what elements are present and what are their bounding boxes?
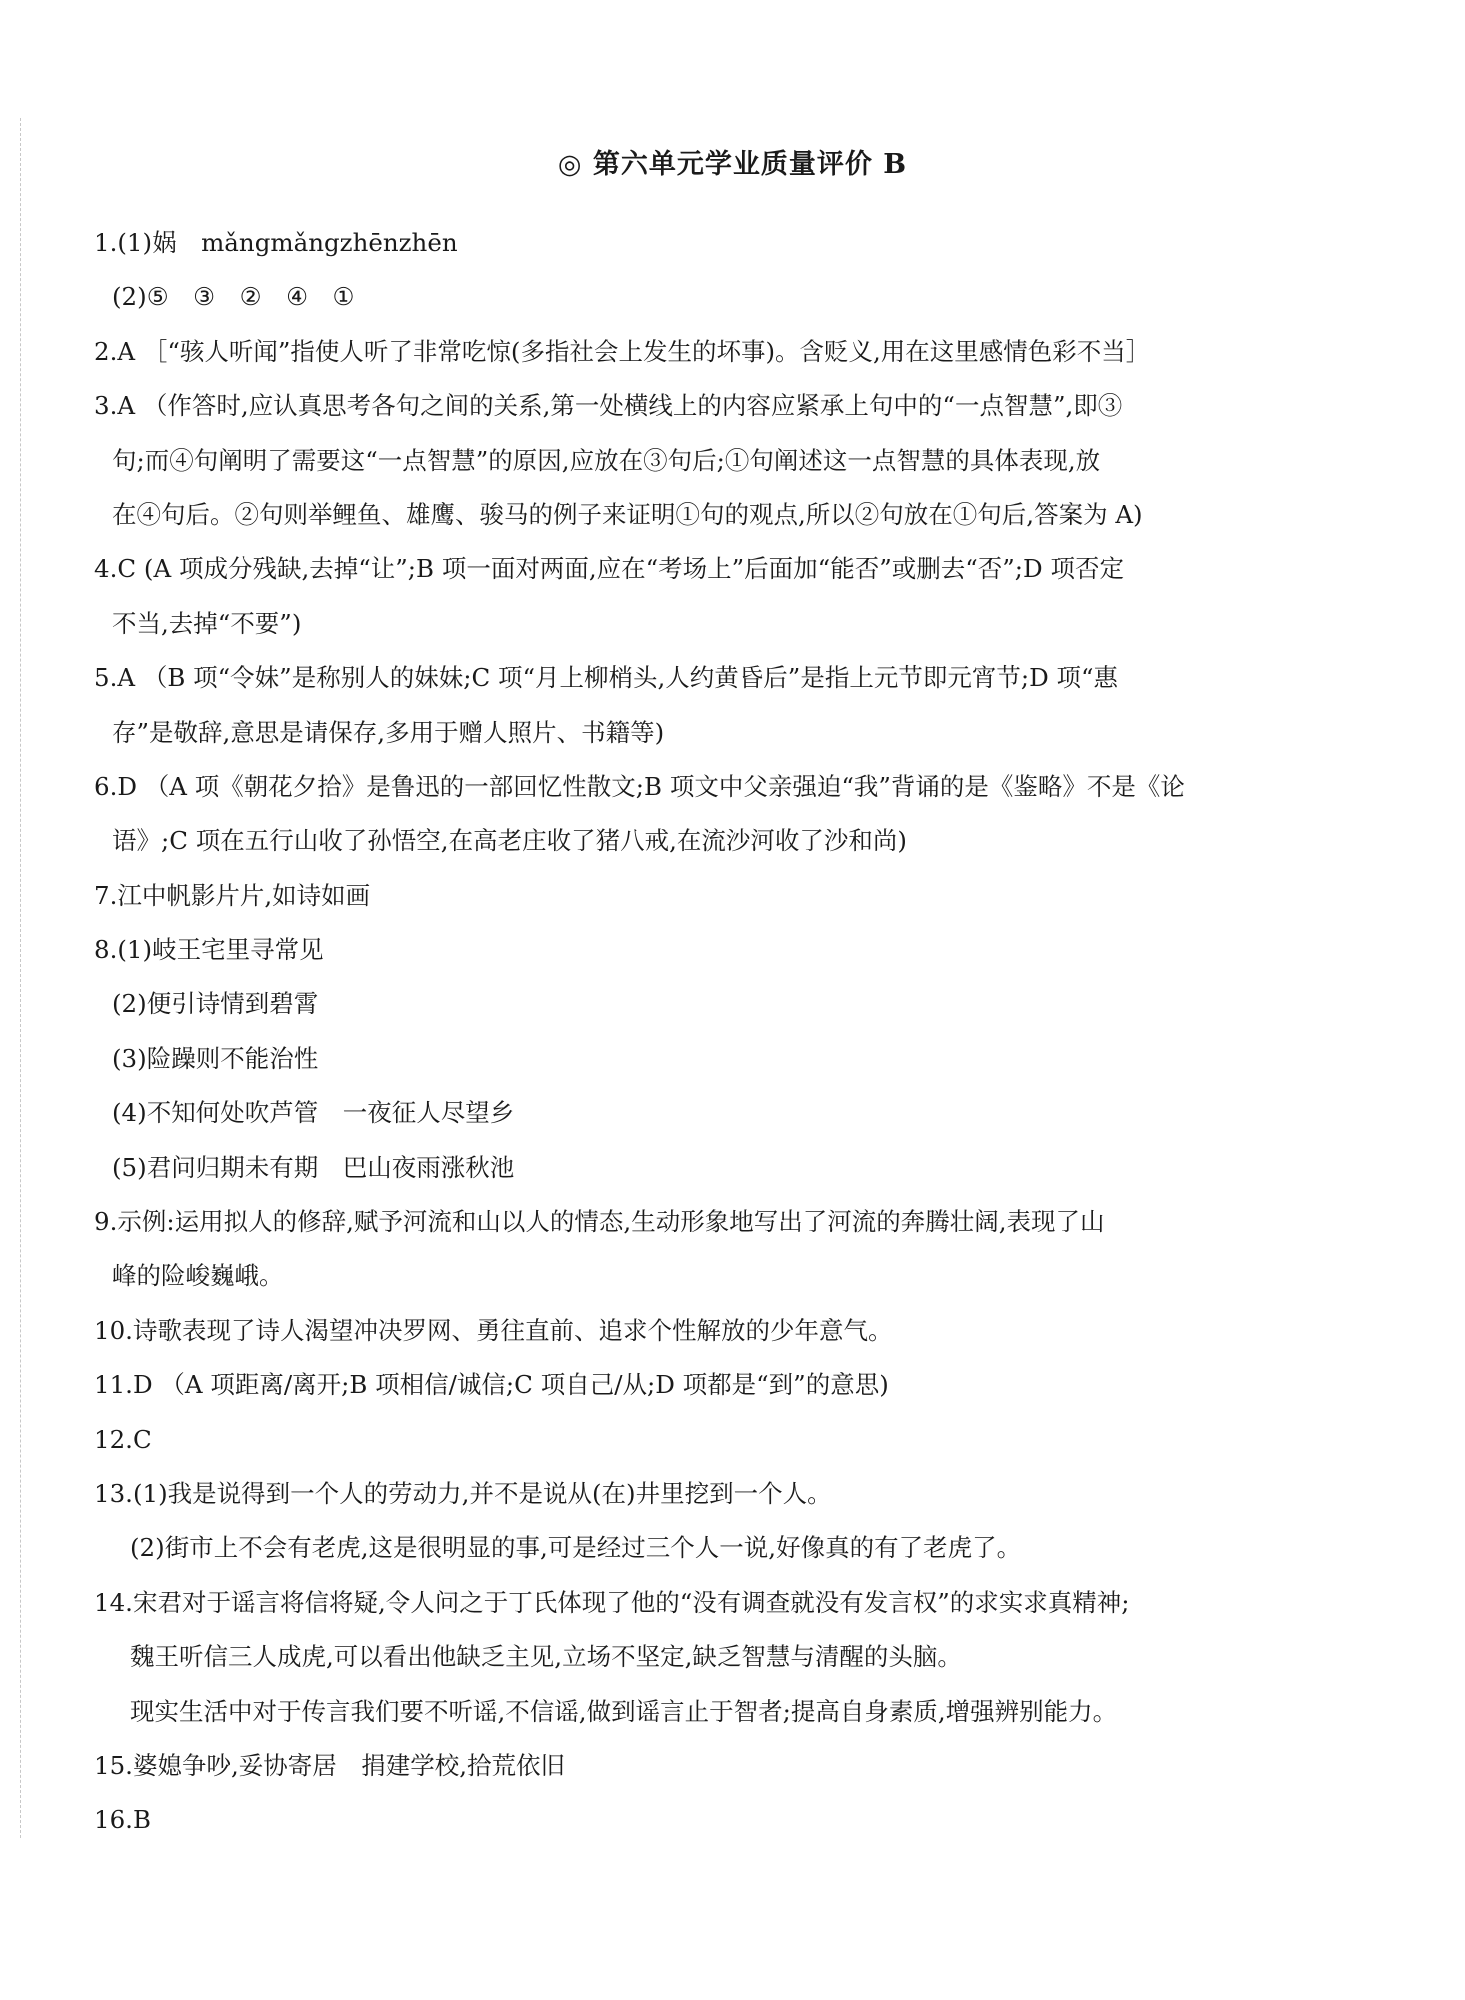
- answer-line: 句;而④句阐明了需要这“一点智慧”的原因,应放在③句后;①句阐述这一点智慧的具体表现,放: [112, 445, 1101, 475]
- answer-line: (3)险躁则不能治性: [112, 1043, 319, 1073]
- page-title: ◎ 第六单元学业质量评价 B: [557, 149, 908, 180]
- binding-margin-rule: [20, 118, 21, 1838]
- answer-line: 语》;C 项在五行山收了孙悟空,在高老庄收了猪八戒,在流沙河收了沙和尚): [112, 826, 907, 856]
- answer-line: 在④句后。②句则举鲤鱼、雄鹰、骏马的例子来证明①句的观点,所以②句放在①句后,答案为 A): [112, 499, 1143, 529]
- answer-line: 5.A （B 项“令妹”是称别人的妹妹;C 项“月上柳梢头,人约黄昏后”是指上元节即元宵节;D 项“惠: [94, 663, 1119, 693]
- answer-line: 4.C (A 项成分残缺,去掉“让”;B 项一面对两面,应在“考场上”后面加“能否”或删去“否”;D 项否定: [94, 554, 1124, 584]
- answer-line: 10.诗歌表现了诗人渴望冲决罗网、勇往直前、追求个性解放的少年意气。: [94, 1315, 893, 1345]
- answer-line: 2.A ［“骇人听闻”指使人听了非常吃惊(多指社会上发生的坏事)。含贬义,用在这里感情色彩不当］: [94, 336, 1151, 366]
- answer-list: [94, 216, 1384, 1848]
- answer-line: 16.B: [94, 1805, 151, 1835]
- answer-line: 12.C: [94, 1424, 152, 1454]
- answer-line: 14.宋君对于谣言将信将疑,令人问之于丁氏体现了他的“没有调查就没有发言权”的求实求真精神;: [94, 1587, 1130, 1617]
- answer-line: 1.(1)娲 mǎngmǎngzhēnzhēn: [94, 228, 458, 257]
- answer-line: 不当,去掉“不要”): [112, 608, 302, 638]
- answer-line: 6.D （A 项《朝花夕拾》是鲁迅的一部回忆性散文;B 项文中父亲强迫“我”背诵的是《鉴略》不是《论: [94, 771, 1185, 801]
- answer-line: (4)不知何处吹芦管 一夜征人尽望乡: [112, 1098, 515, 1128]
- answer-line: 魏王听信三人成虎,可以看出他缺乏主见,立场不坚定,缺乏智慧与清醒的头脑。: [130, 1642, 962, 1672]
- answer-line: 13.(1)我是说得到一个人的劳动力,并不是说从(在)井里挖到一个人。: [94, 1478, 832, 1508]
- answer-line: (2)街市上不会有老虎,这是很明显的事,可是经过三个人一说,好像真的有了老虎了。: [130, 1533, 1022, 1563]
- answer-line: 现实生活中对于传言我们要不听谣,不信谣,做到谣言止于智者;提高自身素质,增强辨别能力。: [130, 1696, 1118, 1726]
- answer-line: 3.A （作答时,应认真思考各句之间的关系,第一处横线上的内容应紧承上句中的“一点智慧”,即③: [94, 391, 1123, 421]
- answer-line: 7.江中帆影片片,如诗如画: [94, 880, 371, 910]
- answer-line: 9.示例:运用拟人的修辞,赋予河流和山以人的情态,生动形象地写出了河流的奔腾壮阔,表现了山: [94, 1207, 1105, 1237]
- answer-line: 峰的险峻巍峨。: [112, 1261, 284, 1291]
- answer-line: 11.D （A 项距离/离开;B 项相信/诚信;C 项自己/从;D 项都是“到”的意思): [94, 1370, 889, 1400]
- answer-line: (2)⑤ ③ ② ④ ①: [112, 282, 355, 312]
- answer-line: (5)君问归期未有期 巴山夜雨涨秋池: [112, 1152, 515, 1182]
- answer-line: (2)便引诗情到碧霄: [112, 989, 319, 1019]
- answer-line: 存”是敬辞,意思是请保存,多用于赠人照片、书籍等): [112, 717, 665, 747]
- answer-line: 8.(1)岐王宅里寻常见: [94, 935, 324, 965]
- answer-line: 15.婆媳争吵,妥协寄居 捐建学校,拾荒依旧: [94, 1750, 566, 1780]
